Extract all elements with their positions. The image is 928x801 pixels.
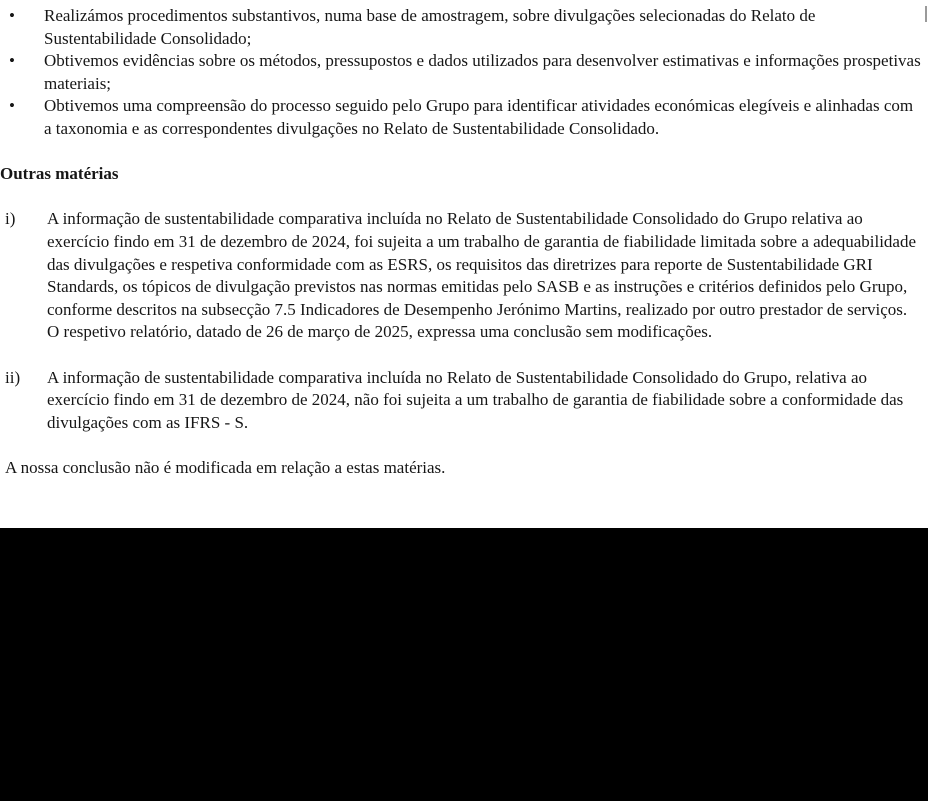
document-body [0,5,922,479]
list-item [0,5,922,50]
bullet-icon: • [9,51,15,71]
bullet-icon: • [9,6,15,25]
numbered-item-label: ii) [5,367,21,387]
numbered-item-text: A informação de sustentabilidade comparativa incluída no Relato de Sustentabilidade Consolidado do Grupo, relativa ao exercício findo em 31 de dezembro de 2024, não foi sujeita a um trabalho de garantia de fiabilidade sobre a conformidade das divulgações com as IFRS - S. [47,367,904,432]
numbered-item-label: i) [5,209,16,229]
redaction-block [0,528,928,801]
bullet-item-text: Obtivemos evidências sobre os métodos, pressupostos e dados utilizados para desenvolver estimativas e informações prospetivas materiais; [44,51,921,93]
bullet-icon: • [9,96,15,116]
list-item [0,95,922,140]
bullet-list [0,5,922,141]
bullet-item-text: Realizámos procedimentos substantivos, numa base de amostragem, sobre divulgações selecionadas do Relato de Sustentabilidade Consolidado; [44,6,816,48]
closing-paragraph: A nossa conclusão não é modificada em relação a estas matérias. [5,457,446,477]
numbered-item-ii [0,367,922,435]
numbered-item-i [0,208,922,344]
numbered-item-text: A informação de sustentabilidade comparativa incluída no Relato de Sustentabilidade Consolidado do Grupo relativa ao exercício findo em 31 de dezembro de 2024, foi sujeita a um trabalho de garantia de fiabilidade limitada sobre a adequabilidade das divulgações e respetiva conformidade com as ESRS, os requisitos das diretrizes para reporte de Sustentabilidade GRI Standards, os tópicos de divulgação previstos nas normas emitidas pelo SASB e as instruções e critérios definidos pelo Grupo, conforme descritos na subsecção 7.5 Indicadores de Desempenho Jerónimo Martins, realizado por outro prestador de serviços. O respetivo relatório, datado de 26 de março de 2025, expressa uma conclusão sem modificações. [47,209,917,342]
bullet-item-text: Obtivemos uma compreensão do processo seguido pelo Grupo para identificar atividades económicas elegíveis e alinhadas com a taxonomia e as correspondentes divulgações no Relato de Sustentabilidade Consolidado. [44,96,914,138]
list-item [0,50,922,95]
page-edge-artifact [925,6,927,22]
section-heading: Outras matérias [0,164,119,184]
